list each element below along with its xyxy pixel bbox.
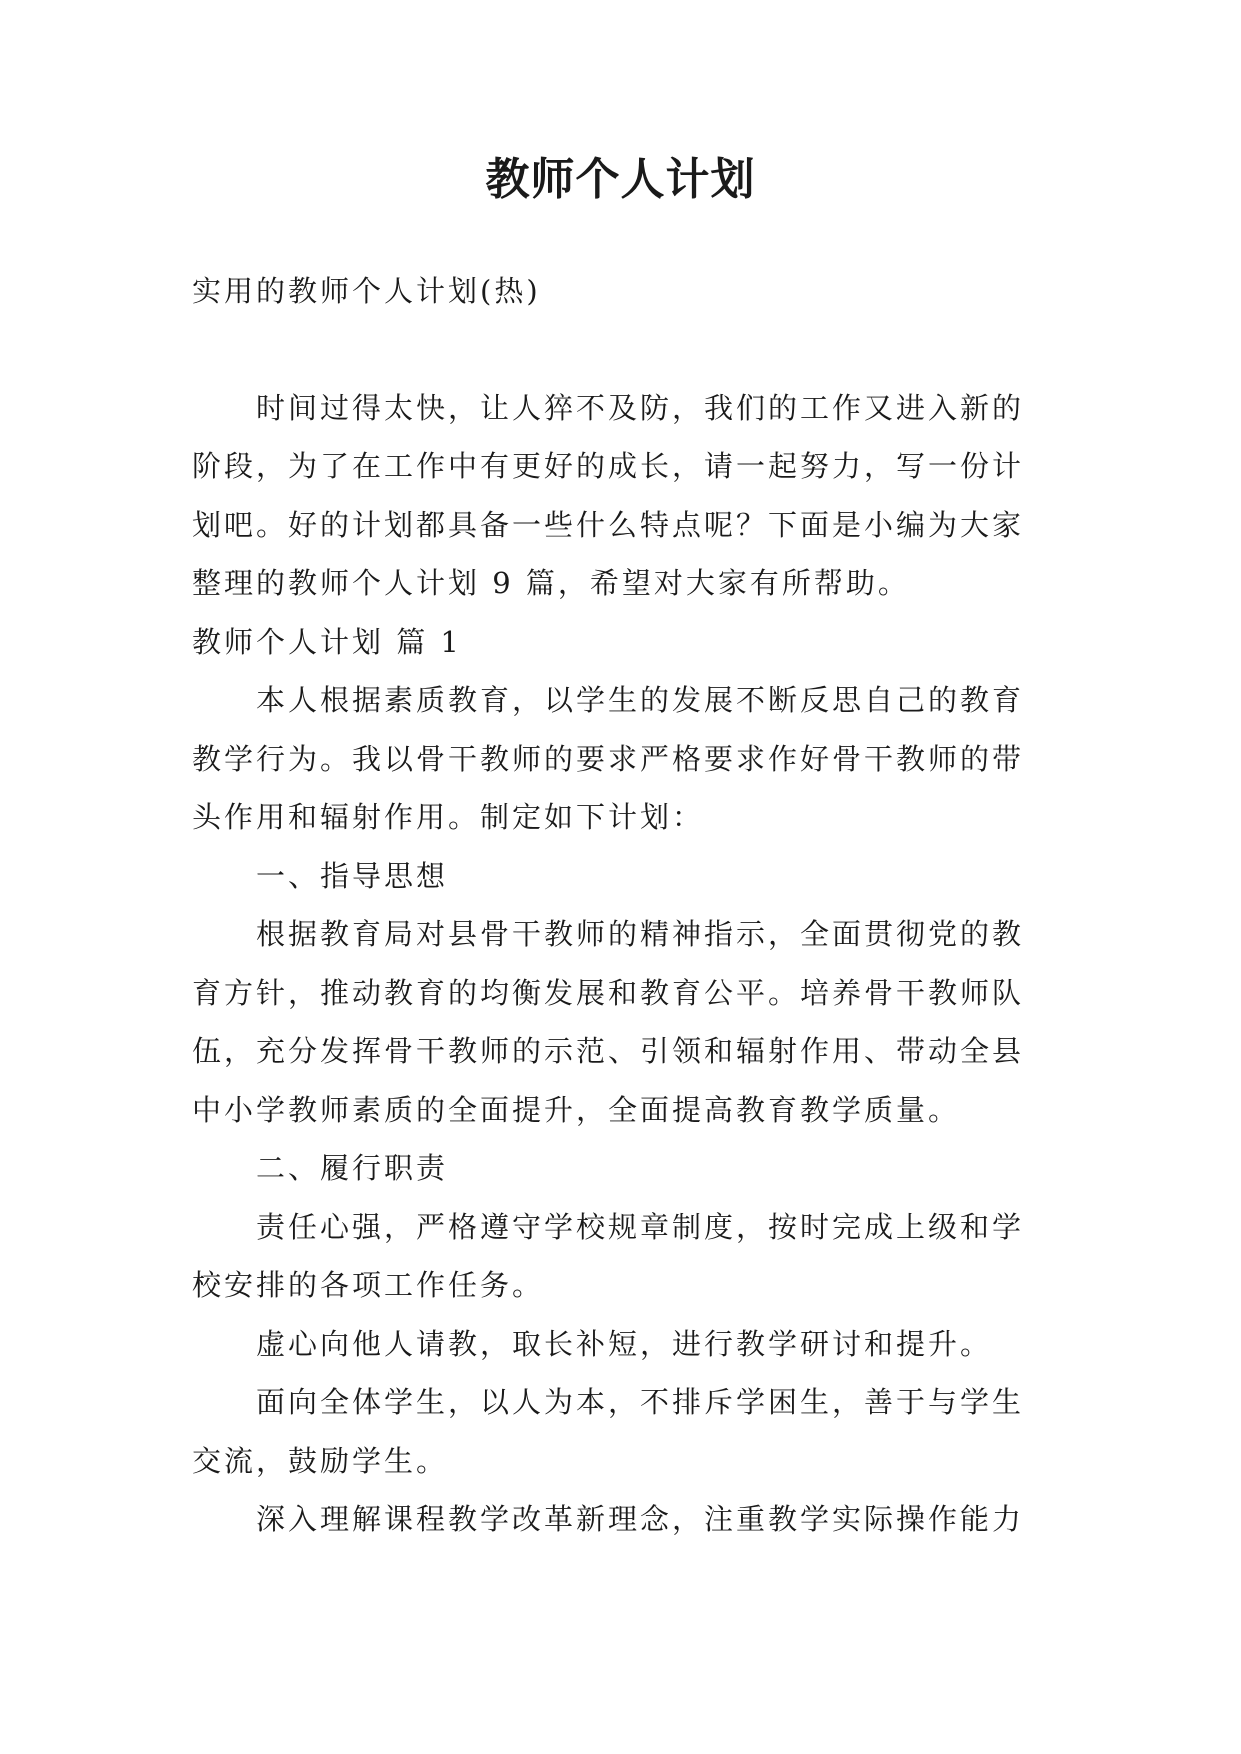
- paragraph-line: 根据教育局对县骨干教师的精神指示，全面贯彻党的教: [256, 917, 1025, 951]
- paragraph-line: 教学行为。我以骨干教师的要求严格要求作好骨干教师的带: [192, 741, 1025, 776]
- paragraph-line: 深入理解课程教学改革新理念，注重教学实际操作能力: [256, 1502, 1025, 1536]
- section-heading: 教师个人计划 篇 1: [192, 624, 462, 659]
- paragraph-line: 责任心强，严格遵守学校规章制度，按时完成上级和学: [256, 1209, 1025, 1244]
- paragraph-line: 校安排的各项工作任务。: [192, 1268, 545, 1302]
- document-body: [192, 262, 1054, 1549]
- document-subtitle: 实用的教师个人计划(热): [192, 274, 541, 308]
- paragraph-line: 阶段，为了在工作中有更好的成长，请一起努力，写一份计: [192, 449, 1025, 483]
- paragraph-line: 面向全体学生，以人为本，不排斥学困生，善于与学生: [256, 1385, 1025, 1419]
- paragraph-line: 头作用和辐射作用。制定如下计划：: [192, 800, 705, 834]
- paragraph-line: 伍，充分发挥骨干教师的示范、引领和辐射作用、带动全县: [192, 1034, 1025, 1068]
- paragraph-line: 本人根据素质教育，以学生的发展不断反思自己的教育: [256, 683, 1025, 717]
- document-title: 教师个人计划: [485, 154, 756, 205]
- subsection-heading: 二、履行职责: [256, 1151, 449, 1185]
- paragraph-line: 交流，鼓励学生。: [192, 1443, 449, 1478]
- paragraph-line: 整理的教师个人计划 9 篇，希望对大家有所帮助。: [192, 566, 910, 600]
- paragraph-line: 虚心向他人请教，取长补短，进行教学研讨和提升。: [256, 1326, 993, 1361]
- paragraph-line: 划吧。好的计划都具备一些什么特点呢？下面是小编为大家: [192, 507, 1025, 542]
- paragraph-line: 育方针，推动教育的均衡发展和教育公平。培养骨干教师队: [192, 975, 1025, 1010]
- paragraph-line: 中小学教师素质的全面提升，全面提高教育教学质量。: [192, 1092, 961, 1127]
- subsection-heading: 一、指导思想: [256, 858, 449, 893]
- paragraph-line: 时间过得太快，让人猝不及防，我们的工作又进入新的: [256, 390, 1025, 425]
